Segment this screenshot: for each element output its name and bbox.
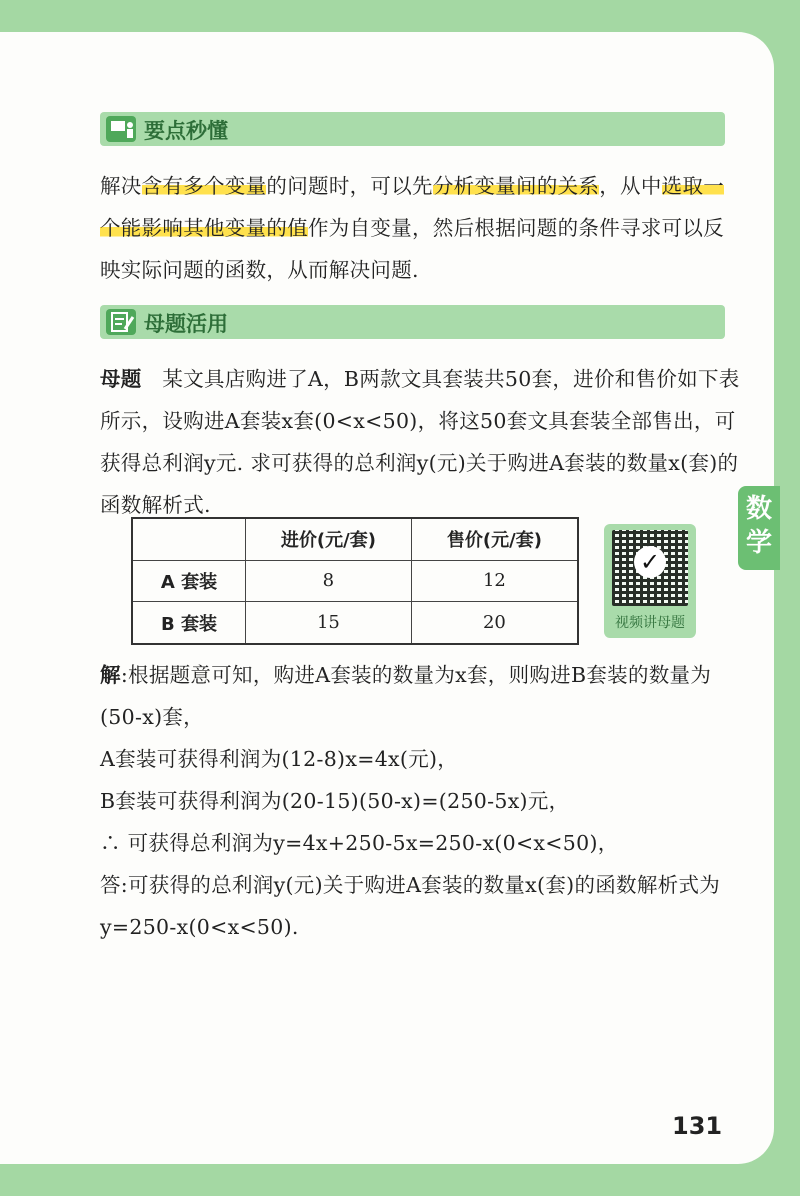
- price-cell: 12: [411, 560, 578, 602]
- problem-text: 某文具店购进了A，B两款文具套装共50套，进价和售价如下表所示，设购进A套装x套(0<x<50)，将这50套文具套装全部售出，可获得总利润y元. 求可获得的总利润y(元)关于购进A套装的数量x(套)的函数解析式.: [100, 367, 740, 517]
- solution-label: 解: [100, 663, 121, 687]
- highlight: 选取一个能影响其他变量的值: [100, 174, 725, 240]
- solution-line: [100, 654, 740, 738]
- cost-cell: 8: [246, 560, 412, 602]
- key-point-paragraph: [100, 165, 740, 291]
- page-number: 131: [672, 1112, 723, 1140]
- section-header-key-points: [100, 112, 725, 146]
- row-label: A 套装: [132, 560, 246, 602]
- text-segment: 的问题时，可以先: [266, 174, 433, 198]
- solution-line: B套装可获得利润为(20-15)(50-x)=(250-5x)元，: [100, 789, 570, 813]
- problem-label: 母题: [100, 367, 142, 391]
- price-table: [131, 517, 579, 645]
- text-segment: ，从中: [599, 174, 662, 198]
- row-label: B 套装: [132, 602, 246, 644]
- table-row: [132, 560, 578, 602]
- text-segment: 解决: [100, 174, 142, 198]
- solution-line: A套装可获得利润为(12-8)x=4x(元)，: [100, 747, 459, 771]
- table-row: [132, 602, 578, 644]
- presenter-icon: [106, 116, 136, 142]
- section-header-mother-problem: [100, 305, 725, 339]
- solution-line: ∴ 可获得总利润为y=4x+250-5x=250-x(0<x<50)，: [100, 831, 619, 855]
- table-header-row: [132, 518, 578, 560]
- price-cell: 20: [411, 602, 578, 644]
- cost-cell: 15: [246, 602, 412, 644]
- highlight: 含有多个变量: [141, 174, 267, 198]
- table-header-cell: 进价(元/套): [246, 518, 412, 560]
- solution: [100, 654, 740, 948]
- solution-line: 答:可获得的总利润y(元)关于购进A套装的数量x(套)的函数解析式为y=250-x(0<x<50).: [100, 873, 721, 939]
- qr-label: 视频讲母题: [615, 615, 685, 631]
- table-header-cell: [132, 518, 246, 560]
- highlight: 分析变量间的关系: [432, 174, 600, 198]
- text-segment: 作为自变量，然后根据问题的条件寻求可以反映实际问题的函数，从而解决问题.: [100, 216, 724, 282]
- notebook-pencil-icon: [106, 309, 136, 335]
- solution-text: :根据题意可知，购进A套装的数量为x套，则购进B套装的数量为(50-x)套，: [100, 663, 712, 729]
- problem-statement: [100, 358, 740, 526]
- video-qr-code[interactable]: [604, 524, 696, 638]
- table-header-cell: 售价(元/套): [411, 518, 578, 560]
- subject-tab-line2: 学: [745, 528, 772, 558]
- section-title: 要点秒懂: [144, 119, 228, 143]
- subject-tab: [738, 486, 780, 570]
- subject-tab-line1: 数: [745, 494, 772, 524]
- section-title: 母题活用: [144, 312, 228, 336]
- checkmark-icon: ✓: [634, 546, 666, 578]
